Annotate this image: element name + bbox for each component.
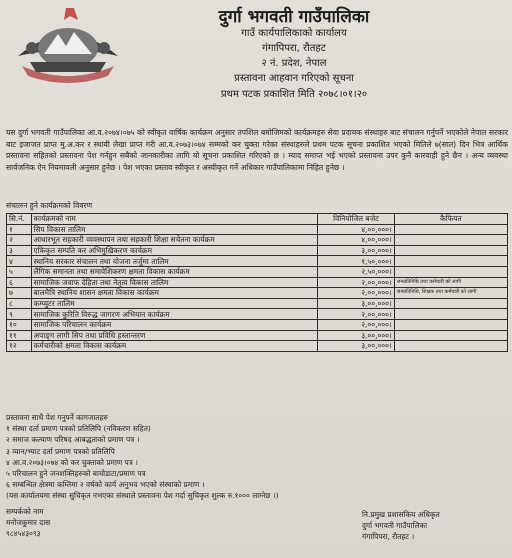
header-remark: कैफियत [394, 214, 507, 225]
intro-paragraph: यस दुर्गा भगवती गाउँपालिका आ.व.२०७४।०७५ को स्वीकृत वार्षिक कार्यक्रम अनुसार तपशिल बमोजिमको कार्यक्रमहरु सेवा प्रदायक संस्थाहरु बाट संचालन गर्नुपर्ने भएकोले नेपाल सरकार बाट इजाजत प्राप्त मु.अ.कर र स्थायी लेखा प्राप्त गरी आ.व.२०७३।०७४ सम्मको कर चुक्ता गरेका संस्थाहरुले प्रथम पटक सूचना प्रकाशित भएको मितिले ७(सात) दिन भित्र आर्थिक प्रस्तावना सहितको प्रस्तावना पेश गर्नहुन सबैको जानकारीका लागि यो सूचना प्रकाशित गरिएको छ । म्याद समाप्त भई भएको प्रस्तावना उपर कुनै कारवाही हुने छैन । अन्य व्यवस्था सार्वजनिक ऐन नियमावली अनुसार हुनेछ । पेश भएका प्रस्ताव स्वीकृत र अस्वीकृत गर्ने अधिकार गाउँपालिकामा निहित हुनेछ । [6, 128, 508, 172]
cell-name: सामाजिक परिचालन कार्यक्रम [31, 319, 318, 330]
cell-budget: २,००,०००। [318, 309, 395, 320]
cell-budget: २,५०,०००। [318, 266, 395, 277]
publish-date: प्रथम पटक प्रकाशित मिति २०७८।०१।२० [220, 89, 368, 100]
cell-sn: १० [7, 319, 32, 330]
table-row [7, 277, 508, 288]
cell-remark [394, 245, 507, 256]
cell-name: सामाजिक जवाफ देहिता तथा नेतृत्व विकास तालिम [31, 277, 318, 288]
office-location: गंगापिपरा, रौतहट [262, 43, 326, 54]
document-item: ५ परिचालन हुने जनशक्तिहरुको बायोडाटा/प्रमाण पत्र [6, 469, 146, 479]
cell-remark [394, 266, 507, 277]
province: २ नं. प्रदेश, नेपाल [261, 58, 327, 69]
cell-name: सिप विकास तालिम [31, 224, 318, 235]
cell-remark [394, 330, 507, 341]
document-item: ३ प्यान/भ्याट दर्ता प्रमाण पत्रको प्रतिलिपि [6, 446, 115, 456]
table-row [7, 224, 508, 235]
document-item: २ समाज कल्याण परिषद आबद्धताको प्रमाण पत्र । [6, 435, 140, 445]
documents-label: प्रस्तावना साथै पेश गनुपर्ने कागजातहरु [6, 413, 108, 422]
cell-budget: २,००,०००। [318, 288, 395, 299]
cell-budget: २,००,०००। [318, 277, 395, 288]
cell-sn: ७ [7, 288, 32, 299]
cell-sn: ११ [7, 330, 32, 341]
table-row [7, 341, 508, 352]
table-row [7, 288, 508, 299]
signature-block [362, 509, 440, 542]
programs-label: संचालन हुने कार्यक्रमको विवरण [6, 201, 93, 210]
cell-name: कर्मचारीको क्षमता विकास कार्यक्रम [31, 341, 318, 352]
cell-sn: ६ [7, 277, 32, 288]
cell-budget: १,५०,०००। [318, 256, 395, 267]
cell-budget: ३,००,०००। [318, 298, 395, 309]
signature-place: गंगापिपरा, रौतहट । [362, 532, 415, 541]
cell-remark [394, 298, 507, 309]
cell-sn: ९ [7, 309, 32, 320]
cell-name: कम्प्युटर तालिम [31, 298, 318, 309]
signature-title: नि.प्रमुख प्रशासकिय अधिकृत [362, 510, 440, 519]
table-row [7, 309, 508, 320]
cell-name: बालमैत्रि स्थानिय शासन क्षमता विकास कार्यक्रम [31, 288, 318, 299]
cell-budget: ३,००,०००। [318, 330, 395, 341]
cell-sn: ३ [7, 245, 32, 256]
notice-type: प्रस्तावना आहवान गरिएको सूचना [234, 73, 354, 84]
cell-budget: ४,००,०००। [318, 235, 395, 246]
document-item: ६ सम्बन्धित क्षेत्रमा कम्तिमा २ वर्षको कार्य अनुभव भएको संस्थाको प्रमाण । [6, 480, 205, 490]
table-row [7, 266, 508, 277]
cell-remark [394, 235, 507, 246]
table-row [7, 256, 508, 267]
table-row [7, 330, 508, 341]
cell-remark [394, 256, 507, 267]
table-row [7, 298, 508, 309]
cell-sn: ४ [7, 256, 32, 267]
table-header-row [7, 214, 508, 225]
cell-name: एकिकृत सम्पति कर अभिमुखिकरण कार्यक्रम [31, 245, 318, 256]
signature-office: दुर्गा भगवती गाउँपालिका [362, 521, 428, 530]
document-item: १ संस्था दर्ता प्रमाण पत्रको प्रतिलिपि (नविकरण सहित) [6, 424, 151, 434]
contact-name: मनोजकुमार दास [6, 518, 51, 527]
header-name: कार्यक्रमको नाम [31, 214, 318, 225]
cell-name: सामाजिक कुरिति विरुद्ध जागरण अभियान कार्यक्रम [31, 309, 318, 320]
cell-sn: ८ [7, 298, 32, 309]
documents-section [6, 412, 506, 502]
contact-phone: ९८४५४३०९३ [6, 529, 41, 538]
cell-remark: जनप्रतिनिधि, शिक्षक तथा कर्मचारी को लागी [394, 288, 507, 299]
header-budget: विनियोजित बजेट [318, 214, 395, 225]
contact-label: सम्पर्कको नाम [6, 507, 44, 516]
cell-name: स्थानिय सरकार संचालन तथा योजना तर्जुमा तालिम [31, 256, 318, 267]
cell-sn: ५ [7, 266, 32, 277]
cell-sn: १ [7, 224, 32, 235]
cell-remark [394, 309, 507, 320]
cell-name: आधारभूत सहकारी व्यवस्थापन तथा सहकारी शिक्षा सचेतना कार्यक्रम [31, 235, 318, 246]
cell-budget: २,००,०००। [318, 319, 395, 330]
document-note: (यस कार्यालयमा संस्था सुचिकृत नभएका संस्थाले प्रस्तावना पेश गर्दा सुचिकृत शुल्क रु.१००० लाग्नेछ ।) [6, 491, 279, 501]
cell-budget: ३,००,०००। [318, 341, 395, 352]
cell-budget: ३,००,०००। [318, 245, 395, 256]
table-row [7, 319, 508, 330]
cell-budget: ४,००,०००। [318, 224, 395, 235]
programs-table [6, 213, 508, 352]
table-row [7, 235, 508, 246]
office-name: दुर्गा भगवती गाउँपालिका [218, 7, 370, 27]
table-row [7, 245, 508, 256]
document-item: ४ आ.व.२०७३।०७४ को कर चुक्ताको प्रमाण पत्र । [6, 457, 138, 467]
cell-remark [394, 341, 507, 352]
header-sn: सि.नं. [7, 214, 32, 225]
cell-remark [394, 319, 507, 330]
cell-name: लैंगिक समानता तथा समावेशिकरण क्षमता विकास कार्यक्रम [31, 266, 318, 277]
cell-sn: २ [7, 235, 32, 246]
cell-name: अपाङ्‌ग लागी सिप तथा प्रविधि हस्तान्तरण [31, 330, 318, 341]
cell-sn: १२ [7, 341, 32, 352]
contact-block [6, 506, 50, 539]
cell-remark: जनप्रतिनिधि तथा कर्मचारी को लागी [394, 277, 507, 288]
office-subtitle: गाउँ कार्यपालिकाको कार्यालय [241, 28, 347, 39]
cell-remark [394, 224, 507, 235]
